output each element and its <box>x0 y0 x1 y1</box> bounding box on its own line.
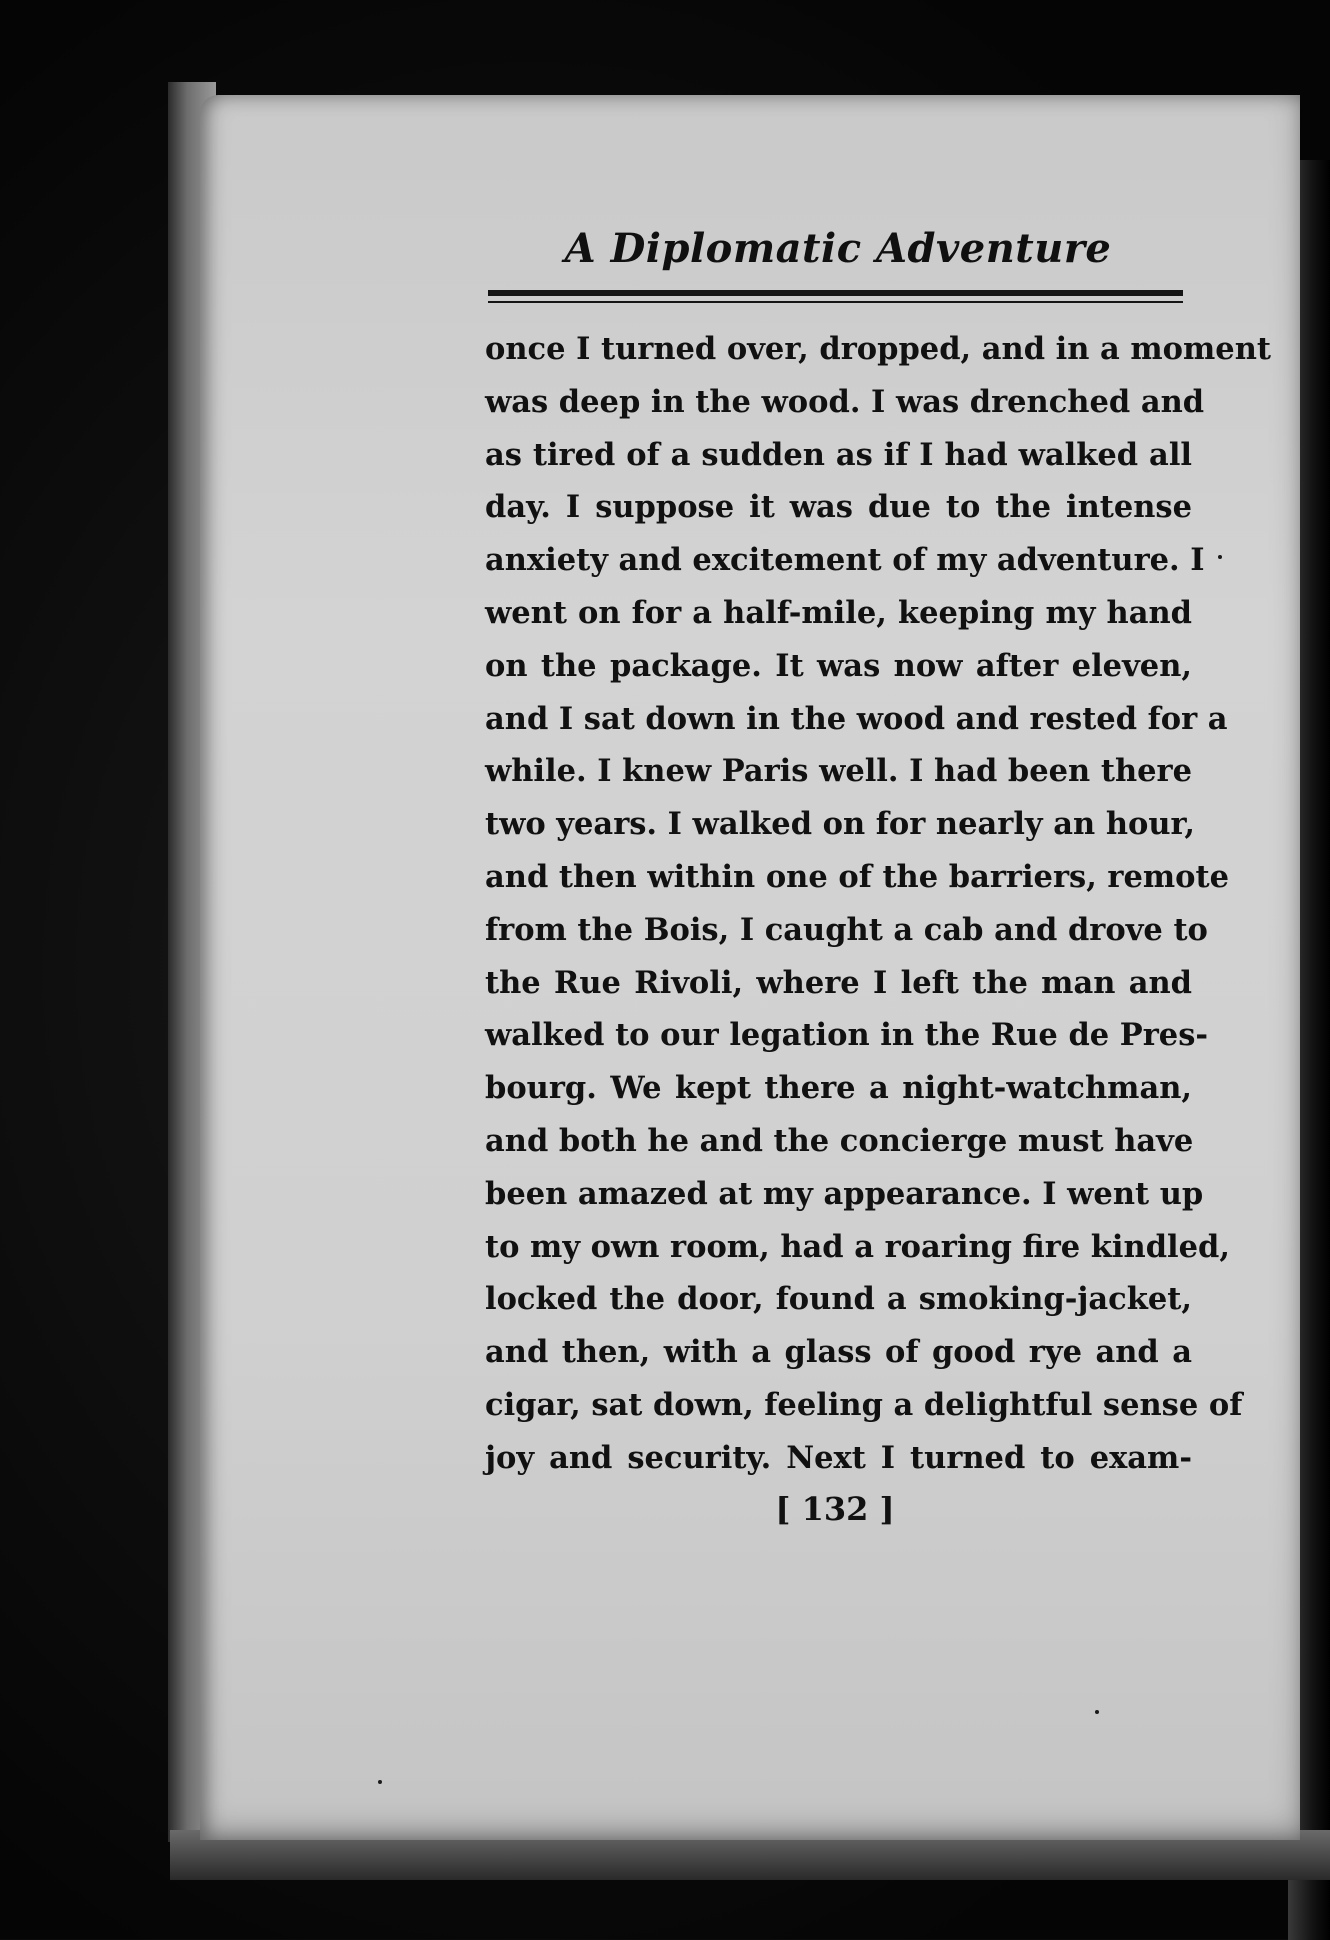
text-line: and then, with a glass of good rye and a <box>485 1334 1192 1371</box>
text-line: as tired of a sudden as if I had walked all <box>485 436 1192 473</box>
paper-speck <box>378 1780 382 1784</box>
text-line: two years. I walked on for nearly an hour, <box>485 806 1195 843</box>
text-line: to my own room, had a roaring fire kindled, <box>485 1228 1230 1265</box>
text-line: on the package. It was now after eleven, <box>485 647 1192 684</box>
text-line: and I sat down in the wood and rested for a <box>485 700 1228 737</box>
text-line: went on for a half-mile, keeping my hand <box>485 594 1192 631</box>
text-line: the Rue Rivoli, where I left the man and <box>485 964 1192 1001</box>
running-head: A Diplomatic Adventure <box>564 225 1112 272</box>
text-line: cigar, sat down, feeling a delightful sense of <box>485 1386 1243 1423</box>
text-line: and both he and the concierge must have <box>485 1122 1194 1159</box>
text-line: locked the door, found a smoking-jacket, <box>485 1281 1192 1318</box>
text-line: walked to our legation in the Rue de Pres- <box>485 1017 1209 1054</box>
header-rule-thin <box>488 301 1183 303</box>
text-line: while. I knew Paris well. I had been there <box>485 753 1192 790</box>
paper-speck <box>1218 555 1222 559</box>
header-rule-thick <box>488 290 1183 296</box>
text-line: bourg. We kept there a night-watchman, <box>485 1070 1192 1107</box>
text-line: day. I suppose it was due to the intense <box>485 489 1192 526</box>
text-line: and then within one of the barriers, remote <box>485 858 1230 895</box>
text-line: anxiety and excitement of my adventure. I <box>485 542 1205 579</box>
page-number: [ 132 ] <box>775 1490 895 1528</box>
text-line: from the Bois, I caught a cab and drove to <box>485 911 1208 948</box>
text-line: been amazed at my appearance. I went up <box>485 1175 1204 1212</box>
text-line: was deep in the wood. I was drenched and <box>485 383 1205 420</box>
paper-speck <box>1095 1710 1099 1714</box>
body-text <box>485 323 1271 1485</box>
text-line: joy and security. Next I turned to exam- <box>485 1439 1192 1476</box>
text-line: once I turned over, dropped, and in a moment <box>485 331 1271 367</box>
